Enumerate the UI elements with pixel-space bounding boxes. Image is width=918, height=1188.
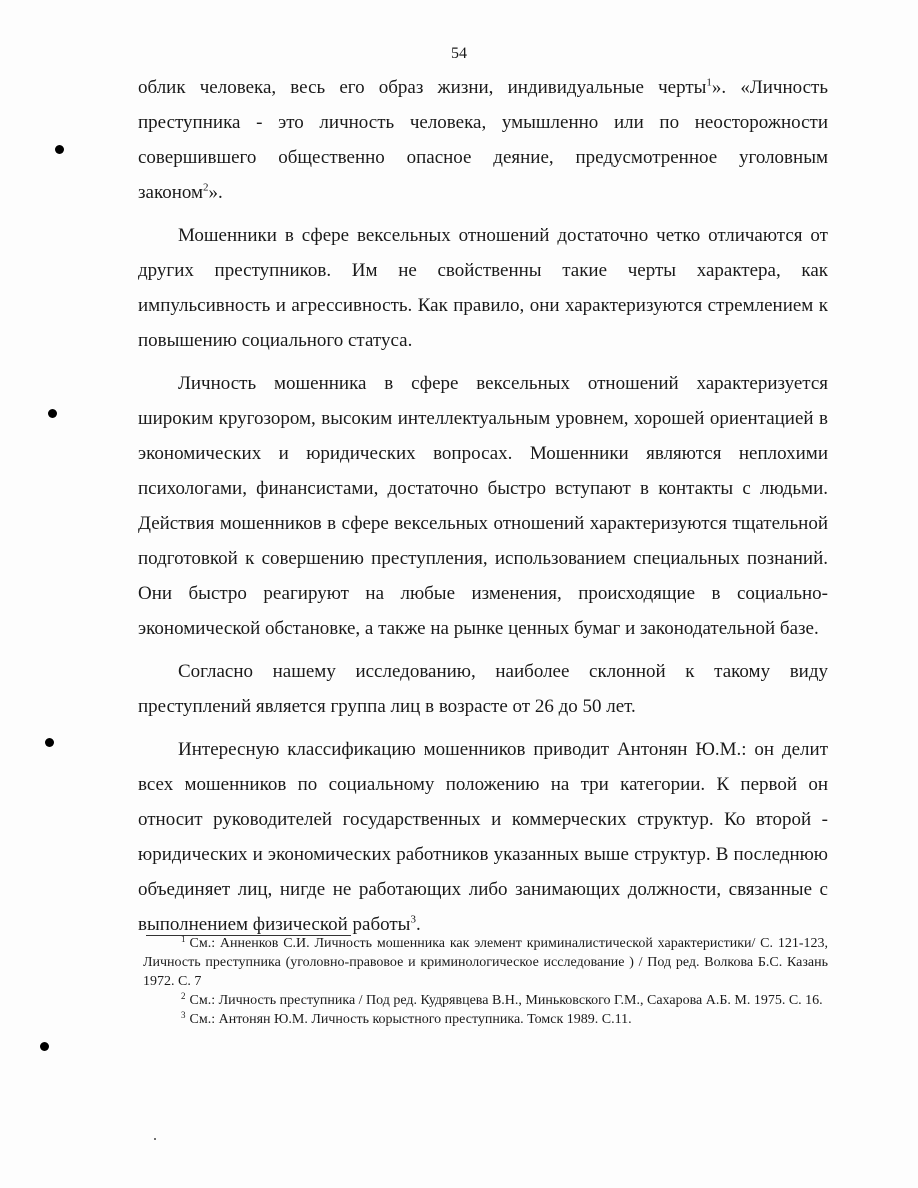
paragraph-3: Личность мошенника в сфере вексельных отношений характеризуется широким кругозором, высоким интеллектуальным уровнем, хорошей ориентацией в экономических и юридических вопросах. Мошенники являются неплохими психологами, финансистами, достаточно быстро вступают в контакты с людьми. Действия мошенников в сфере вексельных отношений характеризуются тщательной подготовкой к совершению преступления, использованием специальных познаний. Они быстро реагируют на любые изменения, происходящие в социально-экономической обстановке, а также на рынке ценных бумаг и законодательной базе. [138, 373, 828, 639]
footnote-1 [143, 934, 828, 991]
footnote-2 [143, 991, 828, 1010]
paragraph-1-text-b: ». «Личность преступника - это личность человека, умышленно или по неосторожности совершившего общественно опасное деяние, предусмотренное уголовным законом [138, 77, 828, 203]
binder-hole-mark [48, 409, 57, 418]
paragraph-1 [138, 70, 828, 210]
footnote-1-number: 1 [181, 933, 186, 944]
page-number: 54 [451, 45, 467, 62]
binder-hole-mark [40, 1042, 49, 1051]
binder-hole-mark [45, 738, 54, 747]
footnote-1-text: См.: Анненков С.И. Личность мошенника как элемент криминалистической характеристики/ С. 121-123, Личность преступника (уголовно-правовое и криминологическое исследование ) / Под ред. Волкова Б.С. Казань 1972. С. 7 [143, 936, 828, 989]
footnote-2-number: 2 [181, 990, 186, 1001]
paragraph-4: Согласно нашему исследованию, наиболее склонной к такому виду преступлений является группа лиц в возрасте от 26 до 50 лет. [138, 661, 828, 717]
footnote-ref-2: 2 [203, 181, 209, 194]
footnote-3-number: 3 [181, 1009, 186, 1020]
footnote-2-text: См.: Личность преступника / Под ред. Кудрявцева В.Н., Миньковского Г.М., Сахарова А.Б. М. 1975. С. 16. [189, 993, 823, 1008]
footnote-3-text: См.: Антонян Ю.М. Личность корыстного преступника. Томск 1989. С.11. [189, 1012, 632, 1027]
paragraph-5-end: . [415, 914, 421, 935]
paragraph-1-text-a: облик человека, весь его образ жизни, индивидуальные черты [138, 77, 707, 98]
paragraph-5-text: Интересную классификацию мошенников приводит Антонян Ю.М.: он делит всех мошенников по социальному положению на три категории. К первой он относит руководителей государственных и коммерческих структур. Ко второй - юридических и экономических работников указанных выше структур. В последнюю объединяет лиц, нигде не работающих либо занимающих должности, связанные с выполнением физической работы [138, 739, 828, 935]
footnotes [143, 934, 828, 1029]
paragraph-1-text-c: ». [208, 182, 223, 203]
paragraph-2: Мошенники в сфере вексельных отношений достаточно четко отличаются от других преступников. Им не свойственны такие черты характера, как импульсивность и агрессивность. Как правило, они характеризуются стремлением к повышению социального статуса. [138, 225, 828, 351]
scan-speck [154, 1138, 156, 1140]
body-text [138, 70, 828, 950]
binder-hole-mark [55, 145, 64, 154]
footnote-ref-3: 3 [410, 913, 416, 926]
paragraph-5 [138, 732, 828, 942]
footnote-3 [143, 1010, 828, 1029]
footnote-ref-1: 1 [706, 76, 712, 89]
